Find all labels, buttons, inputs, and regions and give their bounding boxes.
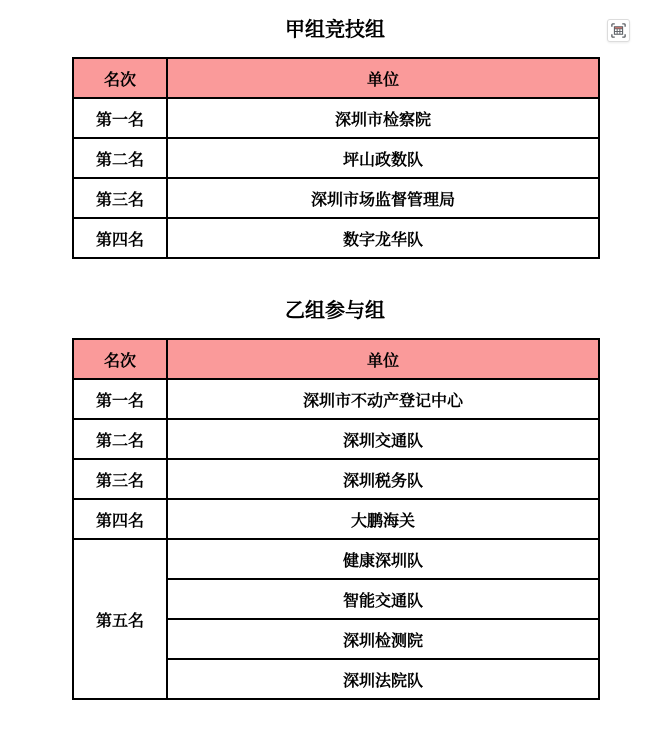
table-row <box>73 499 599 539</box>
table-row <box>73 419 599 459</box>
unit-cell: 数字龙华队 <box>167 218 599 258</box>
unit-column-header: 单位 <box>167 339 599 379</box>
unit-cell: 健康深圳队 <box>167 539 599 579</box>
unit-cell: 深圳检测院 <box>167 619 599 659</box>
group-b-title: 乙组参与组 <box>285 300 385 322</box>
table-header-row <box>73 58 599 98</box>
rank-cell: 第二名 <box>73 138 167 178</box>
unit-cell: 大鹏海关 <box>167 499 599 539</box>
table-row <box>73 218 599 258</box>
group-a-title: 甲组竞技组 <box>285 19 385 41</box>
rank-cell: 第四名 <box>73 499 167 539</box>
table-capture-icon <box>610 22 627 39</box>
table-row <box>73 539 599 579</box>
rank-cell: 第一名 <box>73 98 167 138</box>
table-row <box>73 459 599 499</box>
rank-column-header: 名次 <box>73 58 167 98</box>
unit-column-header: 单位 <box>167 58 599 98</box>
table-row <box>73 98 599 138</box>
unit-cell: 深圳法院队 <box>167 659 599 699</box>
unit-cell: 坪山政数队 <box>167 138 599 178</box>
unit-cell: 深圳交通队 <box>167 419 599 459</box>
table-row <box>73 138 599 178</box>
table-capture-button[interactable] <box>607 19 630 42</box>
unit-cell: 深圳税务队 <box>167 459 599 499</box>
table-row <box>73 379 599 419</box>
table-header-row <box>73 339 599 379</box>
unit-cell: 深圳市不动产登记中心 <box>167 379 599 419</box>
rank-cell: 第三名 <box>73 178 167 218</box>
section-group-a <box>72 19 598 259</box>
rank-cell: 第三名 <box>73 459 167 499</box>
group-a-table <box>72 57 600 259</box>
rank-cell: 第二名 <box>73 419 167 459</box>
unit-cell: 智能交通队 <box>167 579 599 619</box>
group-b-table <box>72 338 600 700</box>
rank-column-header: 名次 <box>73 339 167 379</box>
rank-cell: 第五名 <box>73 539 167 699</box>
table-row <box>73 178 599 218</box>
unit-cell: 深圳市检察院 <box>167 98 599 138</box>
rank-cell: 第四名 <box>73 218 167 258</box>
unit-cell: 深圳市场监督管理局 <box>167 178 599 218</box>
rank-cell: 第一名 <box>73 379 167 419</box>
section-group-b <box>72 300 598 700</box>
